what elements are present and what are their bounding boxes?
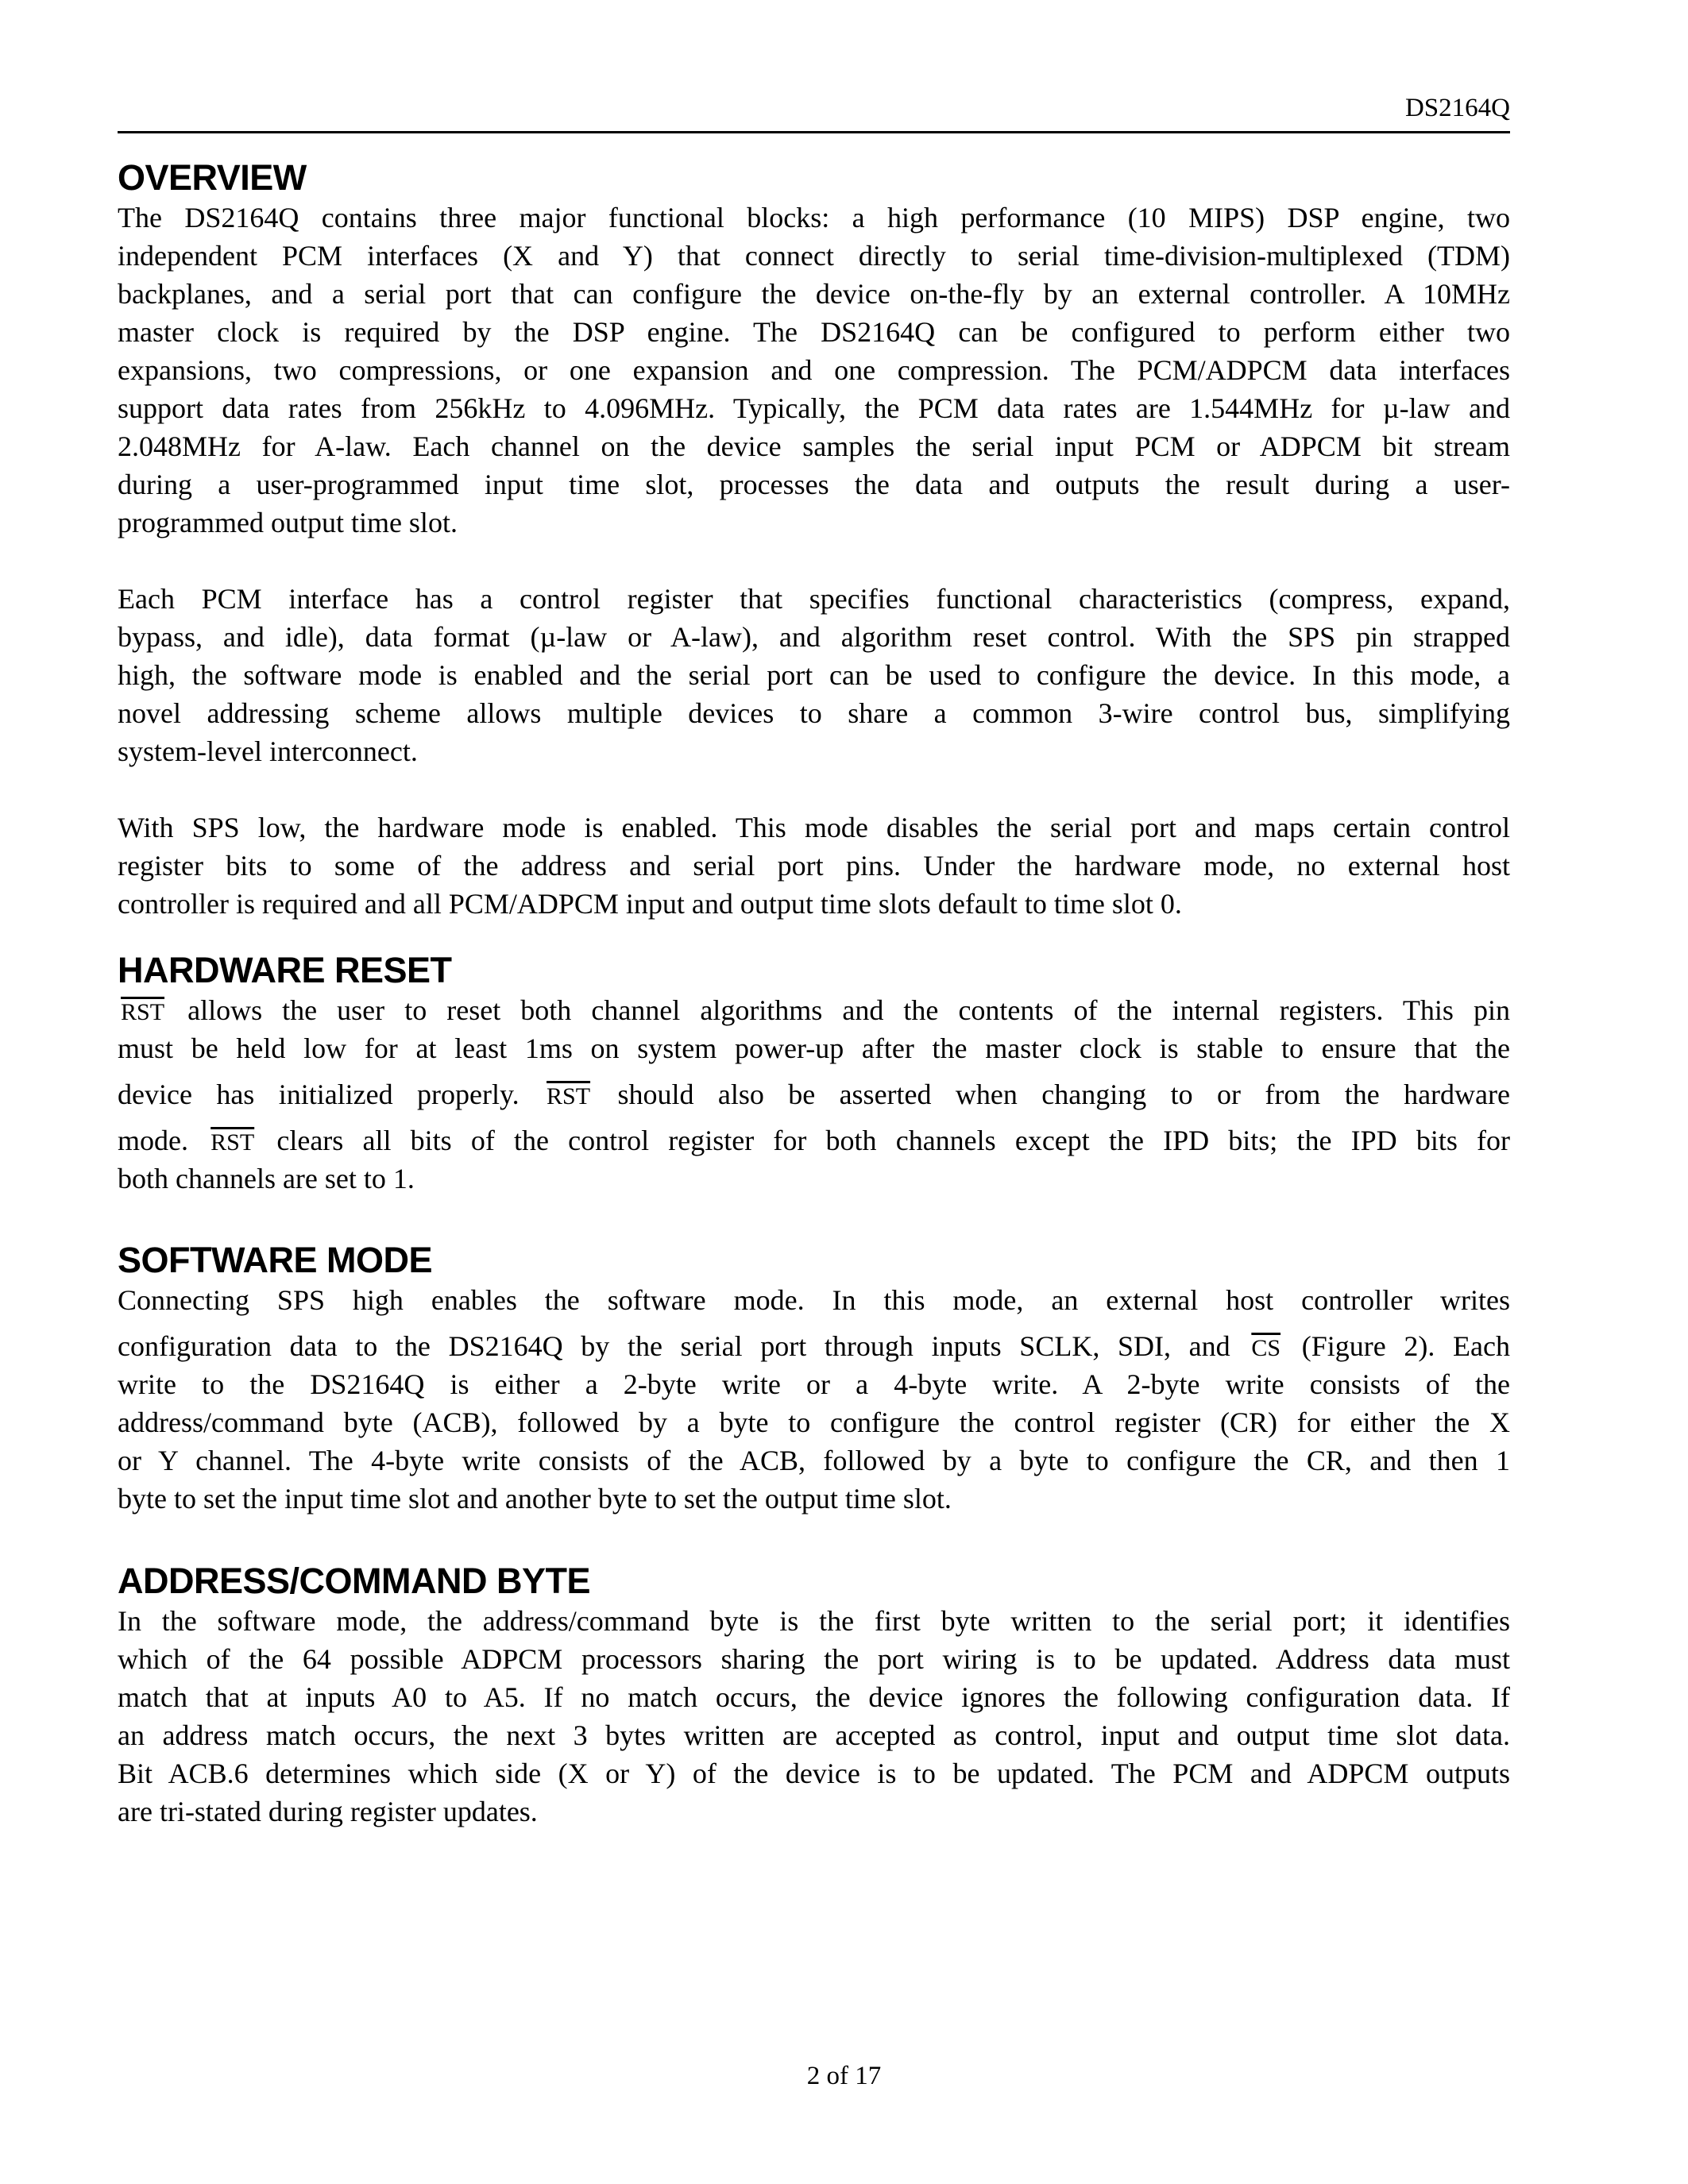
text-run: must be held low for at least 1ms on system power-up after the master clock is stable to ensure that the [118,1032,1510,1064]
text-run: programmed output time slot. [118,507,458,538]
text-line [118,427,1510,465]
text-line [118,1365,1510,1403]
text-line [118,313,1510,351]
text-run: Each PCM interface has a control register that specifies functional characteristics (compress, expand, [118,583,1510,615]
text-line [118,1480,1510,1518]
text-line [118,1602,1510,1640]
text-run: 2.048MHz for A-law. Each channel on the device samples the serial input PCM or ADPCM bit stream [118,430,1510,462]
text-line [118,808,1510,847]
section-heading: SOFTWARE MODE [118,1240,432,1280]
text-run: The DS2164Q contains three major functional blocks: a high performance (10 MIPS) DSP engine, two [118,202,1510,233]
text-run: which of the 64 possible ADPCM processors sharing the port wiring is to be updated. Address data must [118,1643,1510,1675]
paragraph [118,1602,1510,1831]
page-number: 2 of 17 [806,2062,882,2090]
active-low-signal: $\overline{RST}$ [211,1129,255,1156]
text-line [118,1716,1510,1754]
text-run: device has initialized properly. [118,1078,544,1110]
text-run: clears all bits of the control register for both channels except the IPD bits; the IPD bits for [257,1125,1510,1156]
text-line [118,991,1510,1029]
text-run: backplanes, and a serial port that can configure the device on-the-fly by an external controller. A 10MHz [118,278,1510,310]
text-line [118,847,1510,885]
text-run: an address match occurs, the next 3 bytes written are accepted as control, input and output time slot data. [118,1719,1510,1751]
section-heading: HARDWARE RESET [118,950,452,990]
text-run: independent PCM interfaces (X and Y) that connect directly to serial time-division-multiplexed (TDM) [118,240,1510,272]
text-run: during a user-programmed input time slot, processes the data and outputs the result during a user- [118,469,1510,500]
text-line [118,1281,1510,1319]
text-run: match that at inputs A0 to A5. If no match occurs, the device ignores the following configuration data. If [118,1681,1510,1713]
header-rule [118,131,1510,133]
text-run: both channels are set to 1. [118,1163,415,1194]
active-low-signal: $\overline{RST}$ [121,999,165,1025]
text-run: support data rates from 256kHz to 4.096MHz. Typically, the PCM data rates are 1.544MHz for µ-law and [118,392,1510,424]
paragraph [118,580,1510,770]
paragraph [118,808,1510,923]
text-run: address/command byte (ACB), followed by a byte to configure the control register (CR) for either the X [118,1406,1510,1438]
section-overview [118,157,1510,961]
text-run: high, the software mode is enabled and the serial port can be used to configure the device. In this mode, a [118,659,1510,691]
text-line [118,1678,1510,1716]
text-run: system-level interconnect. [118,735,418,767]
text-run: configuration data to the DS2164Q by the serial port through inputs SCLK, SDI, and [118,1330,1249,1362]
page-header-part-number: DS2164Q [1404,94,1510,122]
active-low-signal: $\overline{CS}$ [1251,1335,1281,1361]
section-heading: OVERVIEW [118,157,307,198]
text-line [118,275,1510,313]
text-run: Connecting SPS high enables the software mode. In this mode, an external host controller writes [118,1284,1510,1316]
section-software-mode [118,1240,1510,1556]
paragraph [118,991,1510,1198]
text-run: are tri-stated during register updates. [118,1796,538,1827]
section-hardware-reset [118,950,1510,1236]
active-low-signal: $\overline{RST}$ [547,1083,591,1109]
paragraph [118,199,1510,542]
text-run: expansions, two compressions, or one expansion and one compression. The PCM/ADPCM data interfaces [118,354,1510,386]
text-line [118,237,1510,275]
text-run: allows the user to reset both channel algorithms and the contents of the internal registers. This pin [168,994,1510,1026]
text-run: byte to set the input time slot and another byte to set the output time slot. [118,1483,952,1515]
text-line [118,1160,1510,1198]
text-run: should also be asserted when changing to or from the hardware [593,1078,1510,1110]
text-line [118,1029,1510,1067]
text-line [118,351,1510,389]
text-line [118,618,1510,656]
text-line [118,199,1510,237]
text-line [118,1327,1510,1365]
text-line [118,1121,1510,1160]
text-line [118,1792,1510,1831]
text-run: controller is required and all PCM/ADPCM input and output time slots default to time slot 0. [118,888,1182,920]
text-run: Bit ACB.6 determines which side (X or Y) of the device is to be updated. The PCM and ADPCM outputs [118,1758,1510,1789]
text-line [118,389,1510,427]
text-line [118,580,1510,618]
text-line [118,732,1510,770]
text-run: With SPS low, the hardware mode is enabled. This mode disables the serial port and maps certain control [118,812,1510,843]
text-line [118,1441,1510,1480]
section-heading: ADDRESS/COMMAND BYTE [118,1561,591,1601]
text-line [118,504,1510,542]
text-line [118,885,1510,923]
text-line [118,1640,1510,1678]
text-line [118,656,1510,694]
text-line [118,465,1510,504]
text-run: master clock is required by the DSP engine. The DS2164Q can be configured to perform either two [118,316,1510,348]
text-line [118,1075,1510,1113]
text-run: mode. [118,1125,208,1156]
text-line [118,694,1510,732]
text-run: write to the DS2164Q is either a 2-byte write or a 4-byte write. A 2-byte write consists of the [118,1368,1510,1400]
text-run: bypass, and idle), data format (µ-law or A-law), and algorithm reset control. With the SPS pin strapped [118,621,1510,653]
text-run: In the software mode, the address/command byte is the first byte written to the serial port; it identifies [118,1605,1510,1637]
text-run: novel addressing scheme allows multiple devices to share a common 3-wire control bus, simplifying [118,697,1510,729]
text-run: register bits to some of the address and serial port pins. Under the hardware mode, no external host [118,850,1510,882]
text-run: (Figure 2). Each [1284,1330,1510,1362]
text-line [118,1754,1510,1792]
paragraph [118,1281,1510,1518]
text-run: or Y channel. The 4-byte write consists of the ACB, followed by a byte to configure the CR, and then 1 [118,1445,1510,1476]
section-address-command-byte [118,1561,1510,1869]
text-line [118,1403,1510,1441]
